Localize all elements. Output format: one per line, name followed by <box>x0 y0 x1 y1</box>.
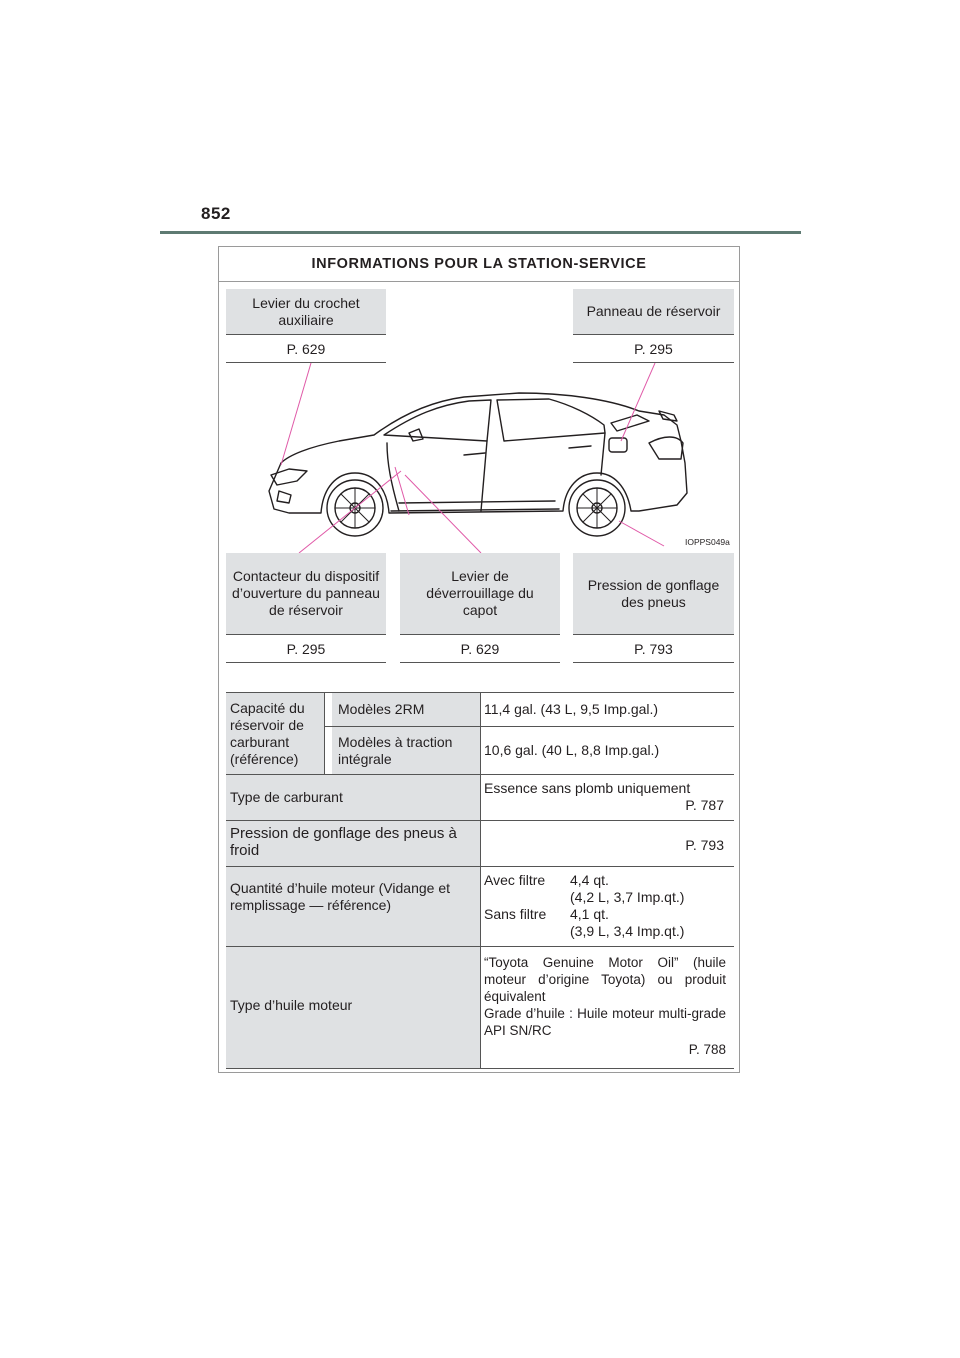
oil-type-label: Type d’huile moteur <box>226 946 480 1068</box>
fuel-type-cell <box>480 774 734 820</box>
callout-hook-label: Levier du crochet auxiliaire <box>226 289 386 335</box>
fuel-type-ref[interactable]: P. 787 <box>685 797 724 813</box>
table-rule <box>324 726 734 727</box>
callout-hook-ref[interactable]: P. 629 <box>226 335 386 363</box>
fuel-type-label: Type de carburant <box>226 774 480 820</box>
callout-fuel-switch-label: Contacteur du dispositif d’ouverture du panneau de réservoir <box>226 553 386 635</box>
tire-pressure-ref[interactable]: P. 793 <box>685 837 724 853</box>
fuel-capacity-label: Capacité du réservoir de carburant (référence) <box>226 692 324 774</box>
callout-fuel-door-label: Panneau de réservoir <box>573 289 734 335</box>
callout-fuel-door-ref[interactable]: P. 295 <box>573 335 734 363</box>
oil-type-ref[interactable]: P. 788 <box>688 1042 726 1057</box>
callout-hood-lever-label: Levier de déverrouillage du capot <box>400 553 560 635</box>
oil-type-cell <box>480 946 734 1068</box>
fuel-capacity-value-awd: 10,6 gal. (40 L, 8,8 Imp.gal.) <box>484 742 660 758</box>
oil-without-filter-metric: (3,9 L, 3,4 Imp.qt.) <box>570 923 685 939</box>
specs-table <box>226 692 734 1068</box>
callout-hood-lever-ref[interactable]: P. 629 <box>400 635 560 663</box>
oil-with-filter-value: 4,4 qt. <box>570 872 609 888</box>
fuel-type-value: Essence sans plomb uniquement <box>484 780 691 796</box>
fuel-capacity-model-awd: Modèles à traction intégrale <box>332 726 480 774</box>
table-divider <box>480 692 481 1068</box>
oil-with-filter-metric: (4,2 L, 3,7 Imp.qt.) <box>570 889 685 905</box>
oil-type-grade: Grade d’huile : Huile moteur multi-grade API SN/RC <box>484 1006 726 1038</box>
oil-with-filter-label: Avec filtre <box>484 872 546 888</box>
car-illustration <box>219 363 739 553</box>
oil-without-filter-label: Sans filtre <box>484 906 547 922</box>
table-rule <box>226 1068 734 1069</box>
table-divider <box>324 692 325 774</box>
section-title: INFORMATIONS POUR LA STATION-SERVICE <box>219 247 739 282</box>
callout-fuel-switch-ref[interactable]: P. 295 <box>226 635 386 663</box>
header-rule <box>160 231 801 234</box>
fuel-capacity-model-2wd: Modèles 2RM <box>332 692 480 726</box>
oil-quantity-label: Quantité d’huile moteur (Vidange et remplissage — référence) <box>226 866 480 946</box>
oil-without-filter-value: 4,1 qt. <box>570 906 609 922</box>
callout-tire-label: Pression de gonflage des pneus <box>573 553 734 635</box>
fuel-capacity-value-2wd: 11,4 gal. (43 L, 9,5 Imp.gal.) <box>484 701 659 717</box>
callout-tire-ref[interactable]: P. 793 <box>573 635 734 663</box>
oil-type-value: “Toyota Genuine Motor Oil” (huile moteur d’origine Toyota) ou produit équivalent <box>484 955 726 1004</box>
page-number: 852 <box>201 204 231 223</box>
oil-quantity-cell <box>480 866 734 946</box>
figure-code: IOPPS049a <box>685 537 730 547</box>
tire-pressure-label: Pression de gonflage des pneus à froid <box>226 820 480 866</box>
